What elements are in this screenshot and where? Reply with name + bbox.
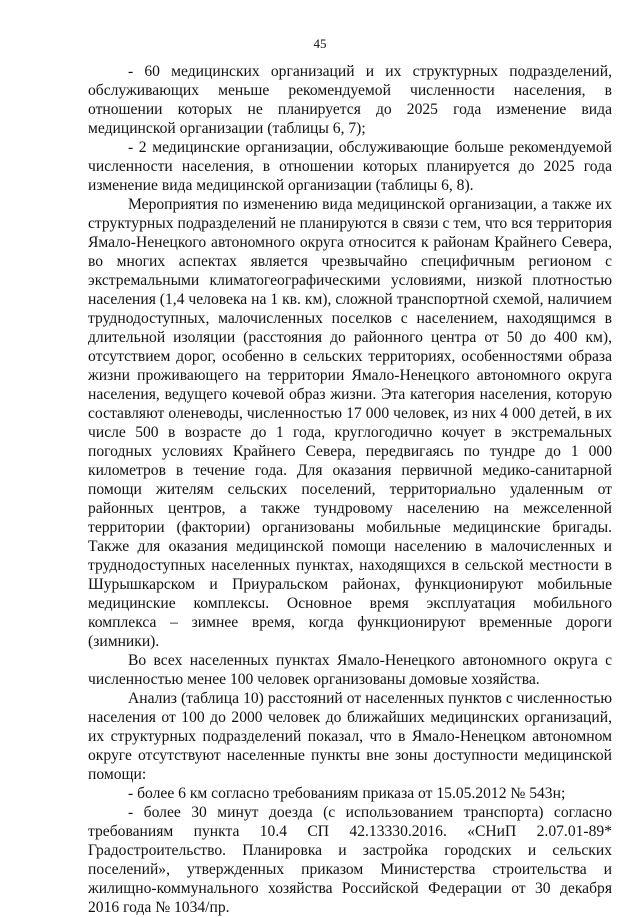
paragraph-distance-analysis: Анализ (таблица 10) расстояний от населенных пунктов с численностью населения от 100 до 2000 человек до ближайших медицинских организаций, их структурных подразделений показал, что в Ямало-Ненецком автономном округе отсутствуют населенные пункты вне зоны доступности медицинской помощи: [88, 690, 612, 783]
paragraph-list-item-30-minutes: - более 30 минут доезда (с использованием транспорта) согласно требованиям пункта 10.4 СП 42.13330.2016. «СНиП 2.07.01-89* Градостроительство. Планировка и застройка городских и сельских поселений», утвержденных приказом Министерства строительства и жилищно-коммунального хозяйства Российской Федерации от 30 декабря 2016 года № 1034/пр. [88, 804, 612, 916]
paragraph-list-item-2-organizations: - 2 медицинские организации, обслуживающие больше рекомендуемой численности населения, в отношении которых планируется до 2025 года изменение вида медицинской организации (таблицы 6, 8). [88, 139, 612, 194]
page-number: 45 [313, 36, 327, 51]
body-text [88, 62, 612, 917]
paragraph-measures-explanation: Мероприятия по изменению вида медицинской организации, а также их структурных подразделений не планируются в связи с тем, что вся территория Ямало-Ненецкого автономного округа относится к районам Крайнего Севера, во многих аспектах является чрезвычайно специфичным регионом с экстремальными климатогеографическими условиями, низкой плотностью населения (1,4 человека на 1 кв. км), сложной транспортной схемой, наличием труднодоступных, малочисленных поселков с населением, находящимся в длительной изоляции (расстояния до районного центра от 50 до 400 км), отсутствием дорог, особенно в сельских территориях, особенностями образа жизни проживающего на территории Ямало-Ненецкого автономного округа населения, ведущего кочевой образ жизни. Эта категория населения, которую составляют оленеводы, численностью 17 000 человек, из них 4 000 детей, в их числе 500 в возрасте до 1 года, круглогодично кочует в экстремальных погодных условиях Крайнего Севера, передвигаясь по тундре до 1 000 километров в течение года. Для оказания первичной медико-санитарной помощи жителям сельских поселений, территориально удаленным от районных центров, а также тундровому населению на межселенной территории (фактории) организованы мобильные медицинские бригады. Также для оказания медицинской помощи населению в малочисленных и труднодоступных населенных пунктах, находящихся в сельской местности в Шурышкарском и Приуральском районах, функционируют мобильные медицинские комплексы. Основное время эксплуатация мобильного комплекса – зимнее время, когда функционируют временные дороги (зимники). [88, 196, 612, 650]
paragraph-household-farms: Во всех населенных пунктах Ямало-Ненецкого автономного округа с численностью менее 100 человек организованы домовые хозяйства. [88, 652, 612, 688]
paragraph-list-item-6-km: - более 6 км согласно требованиям приказа от 15.05.2012 № 543н; [128, 785, 566, 802]
paragraph-list-item-60-organizations: - 60 медицинских организаций и их структурных подразделений, обслуживающих меньше рекомендуемой численности населения, в отношении которых не планируется до 2025 года изменение вида медицинской организации (таблицы 6, 7); [88, 63, 612, 137]
